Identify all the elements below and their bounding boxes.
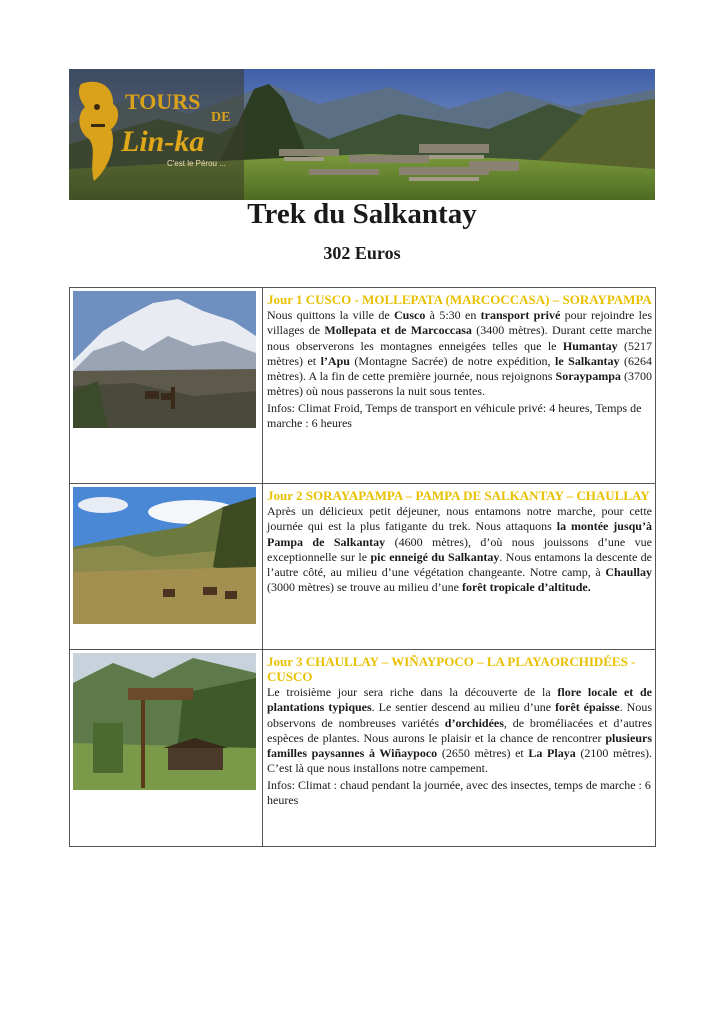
- text-segment: Après un délicieux petit déjeuner, nous entamons notre marche, pour cette journée qui est la plus fatigante du trek. Nous attaquons: [267, 504, 652, 534]
- text-segment: (Montagne Sacrée) de notre expédition,: [349, 353, 556, 368]
- highlight-text: l’Apu: [320, 353, 350, 368]
- highlight-text: pic enneigé du Salkantay: [370, 549, 500, 564]
- photo-cell: [70, 288, 263, 484]
- text-segment: (2100 mètres). C’est là que nous installons notre campement.: [267, 746, 652, 776]
- text-segment: Nous quittons la ville de: [267, 308, 394, 322]
- day-text-cell: [263, 650, 656, 847]
- highlight-text: forêt tropicale d’altitude.: [461, 580, 591, 595]
- text-segment: (3400 mètres). Durant cette marche nous observerons les montagnes enneigées telles que le: [267, 323, 652, 353]
- highlight-text: forêt épaisse: [555, 700, 620, 715]
- photo-snowy-mountain: [73, 291, 256, 428]
- text-segment: (6264 mètres). A la fin de cette première journée, nous rejoignons: [267, 353, 652, 384]
- page-title: Trek du Salkantay: [247, 198, 477, 230]
- highlight-text: flore locale et de plantations typiques: [267, 685, 652, 715]
- text-segment: . Le sentier descend au milieu d’une: [371, 700, 556, 715]
- day-infos: Infos: Climat Froid, Temps de transport en véhicule privé: 4 heures, Temps de marche : 6 heures: [267, 400, 642, 431]
- day-text-cell: [263, 288, 656, 484]
- text-segment: (3000 mètres) se trouve au milieu d’une: [267, 580, 462, 595]
- day-description: [267, 504, 652, 596]
- trek-price: 302 Euros: [323, 243, 401, 263]
- day-title: Jour 3 CHAULLAY – WIÑAYPOCO – LA PLAYAORCHIDÉES - CUSCO: [267, 654, 636, 684]
- text-segment: . Nous observons de nombreuses variétés: [267, 700, 652, 730]
- text-segment: (2650 mètres) et: [437, 746, 529, 761]
- photo-valley-horses: [73, 487, 256, 624]
- text-segment: (4600 mètres), d’où nous jouissons d’une vue exceptionnelle sur le: [267, 534, 652, 564]
- text-segment: . Nous entamons la descente de l’autre côté, au milieu d’une végétation changeante. Notre camp, à: [267, 549, 653, 580]
- highlight-text: la montée jusqu’à Pampa de Salkantay: [267, 519, 652, 549]
- highlight-text: transport privé: [480, 308, 561, 322]
- day-description: [267, 308, 652, 400]
- logo-text-tours: TOURS: [125, 89, 201, 114]
- text-segment: (3700 mètres) où nous passerons la nuit sous tentes.: [267, 369, 652, 399]
- itinerary-table: [69, 287, 656, 847]
- highlight-text: Humantay: [562, 338, 618, 353]
- day-row: [70, 484, 656, 650]
- text-segment: (5217 mètres) et: [267, 338, 653, 368]
- highlight-text: le Salkantay: [555, 353, 620, 368]
- day-title: Jour 1 CUSCO - MOLLEPATA (MARCOCCASA) – SORAYPAMPA: [267, 292, 652, 307]
- highlight-text: Soraypampa: [555, 369, 621, 384]
- text-segment: , de broméliacées et d’autres espèces de plantes. Nous aurons le plaisir et la chance de rencontrer: [267, 715, 653, 745]
- photo-cell: [70, 484, 263, 650]
- photo-cell: [70, 650, 263, 847]
- text-segment: pour rejoindre les villages de: [267, 308, 652, 338]
- day-text-cell: [263, 484, 656, 650]
- highlight-text: Mollepata et de Marcoccasa: [324, 323, 472, 338]
- text-segment: à 5:30 en: [425, 308, 481, 322]
- text-segment: Le troisième jour sera riche dans la découverte de la: [267, 685, 558, 699]
- banner-image: [69, 69, 655, 200]
- logo-tagline: C'est le Pérou ...: [167, 159, 226, 168]
- highlight-text: La Playa: [528, 746, 576, 761]
- photo-camp-hut: [73, 653, 256, 790]
- header-banner: [69, 69, 655, 200]
- logo-text-linka: Lin-ka: [121, 125, 205, 158]
- day-infos: Infos: Climat : chaud pendant la journée, avec des insectes, temps de marche : 6 heures: [267, 777, 651, 808]
- day-row: [70, 650, 656, 847]
- highlight-text: plusieurs familles paysannes à Wiñaypoco: [267, 730, 652, 761]
- logo-text-de: DE: [211, 110, 231, 125]
- highlight-text: Chaullay: [605, 565, 652, 580]
- highlight-text: Cusco: [394, 308, 426, 322]
- day-row: [70, 288, 656, 484]
- highlight-text: d’orchidées: [444, 715, 504, 730]
- day-title: Jour 2 SORAYAPAMPA – PAMPA DE SALKANTAY – CHAULLAY: [267, 488, 650, 503]
- day-description: [267, 685, 652, 777]
